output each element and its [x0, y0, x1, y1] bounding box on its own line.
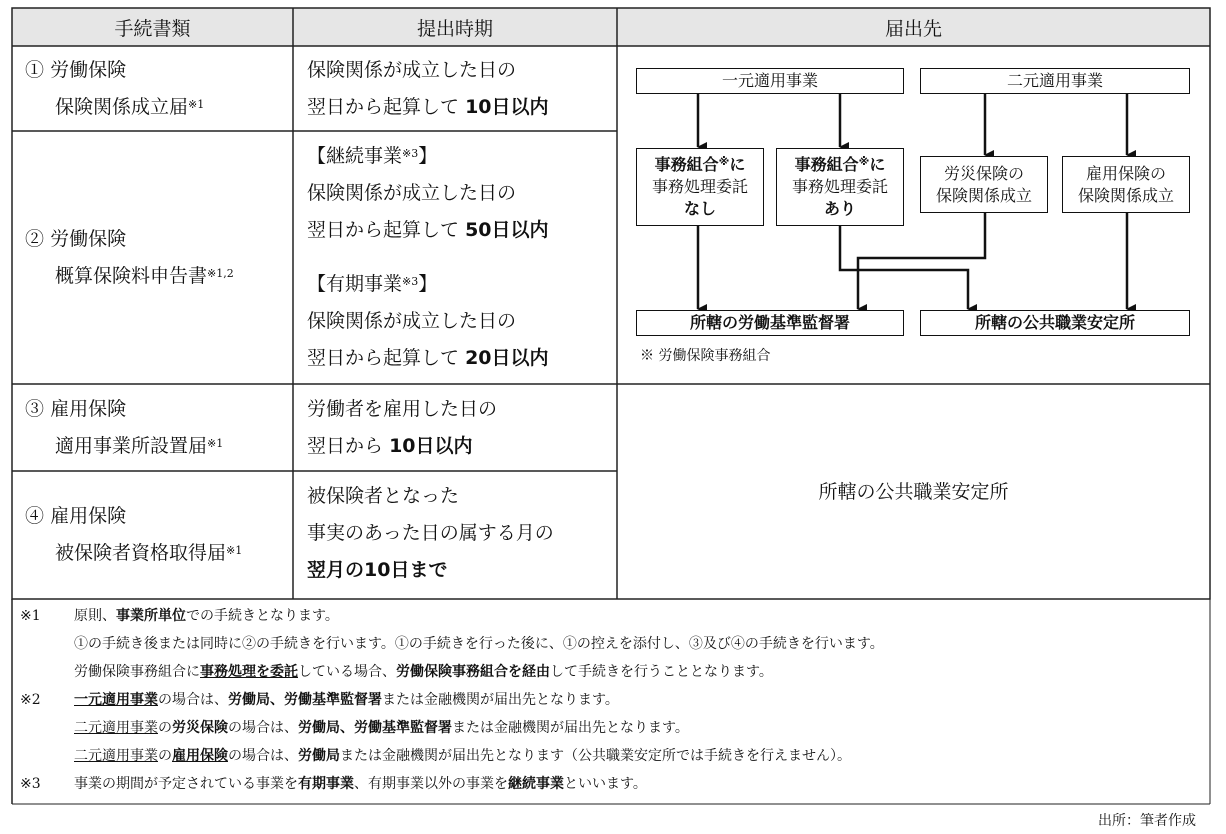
row1-document: ① 労働保険 保険関係成立届$^{※1}$ [25, 59, 205, 118]
flow-rousai-box: 労災保険の 保険関係成立 [920, 156, 1048, 213]
header-documents: 手続書類 [114, 18, 191, 40]
header-destination: 届出先 [884, 18, 942, 40]
row3-document: ③ 雇用保険 適用事業所設置届$^{※1}$ [25, 398, 224, 457]
flow-labor-office-box: 所轄の労働基準監督署 [636, 310, 904, 336]
row2-document: ② 労働保険 概算保険料申告書$^{※1,2}$ [25, 228, 234, 287]
flow-nigen-box: 二元適用事業 [920, 68, 1190, 94]
flow-ichigen-box: 一元適用事業 [636, 68, 904, 94]
row4-timing: 被保険者となった 事実のあった日の属する月の 翌月の10日まで [307, 485, 554, 581]
flow-no-delegation-box: 事務組合※に 事務処理委託 なし [636, 148, 764, 226]
flow-koyou-box: 雇用保険の 保険関係成立 [1062, 156, 1190, 213]
row3-timing: 労働者を雇用した日の 翌日から 10日以内 [307, 398, 498, 457]
row1-timing: 保険関係が成立した日の 翌日から起算して 10日以内 [307, 59, 549, 118]
destination-rows-3-4: 所轄の公共職業安定所 [818, 481, 1009, 503]
source-credit: 出所：筆者作成 [1098, 813, 1196, 829]
notes-block: ※1 原則、事業所単位での手続きとなります。 ①の手続き後または同時に②の手続きを行います。①の手続きを行った後に、①の控えを添付し、③及び④の手続きを行います。 労働保険事務組合に事務処理を委託している場合、労働保険事務組合を経由して手続きを行うこととなります。 ※2 一元適用事業の場合は、労働局、労働基準監督署または金融機関が届出先となります。 二元適用事業の労災保険の場合は、労働局、労働基準監督署または金融機関が届出先となります。 二元適用事業の雇用保険の場合は、労働局または金融機関が届出先となります（公共職業安定所では手続きを行えません）。 ※3 事業の期間が予定されている事業を有期事業、有期事業以外の事業を継続事業といいます。 [20, 608, 884, 792]
header-timing: 提出時期 [416, 18, 493, 40]
row4-document: ④ 雇用保険 被保険者資格取得届$^{※1}$ [25, 505, 243, 564]
flow-delegation-box: 事務組合※に 事務処理委託 あり [776, 148, 904, 226]
row2-timing: 【継続事業$^{※3}$】 保険関係が成立した日の 翌日から起算して 50日以内 【有期事業$^{※3}$】 保険関係が成立した日の 翌日から起算して 20日以内 [307, 145, 549, 369]
flow-hello-work-box: 所轄の公共職業安定所 [920, 310, 1190, 336]
flow-footnote: ※ 労働保険事務組合 [640, 348, 771, 364]
